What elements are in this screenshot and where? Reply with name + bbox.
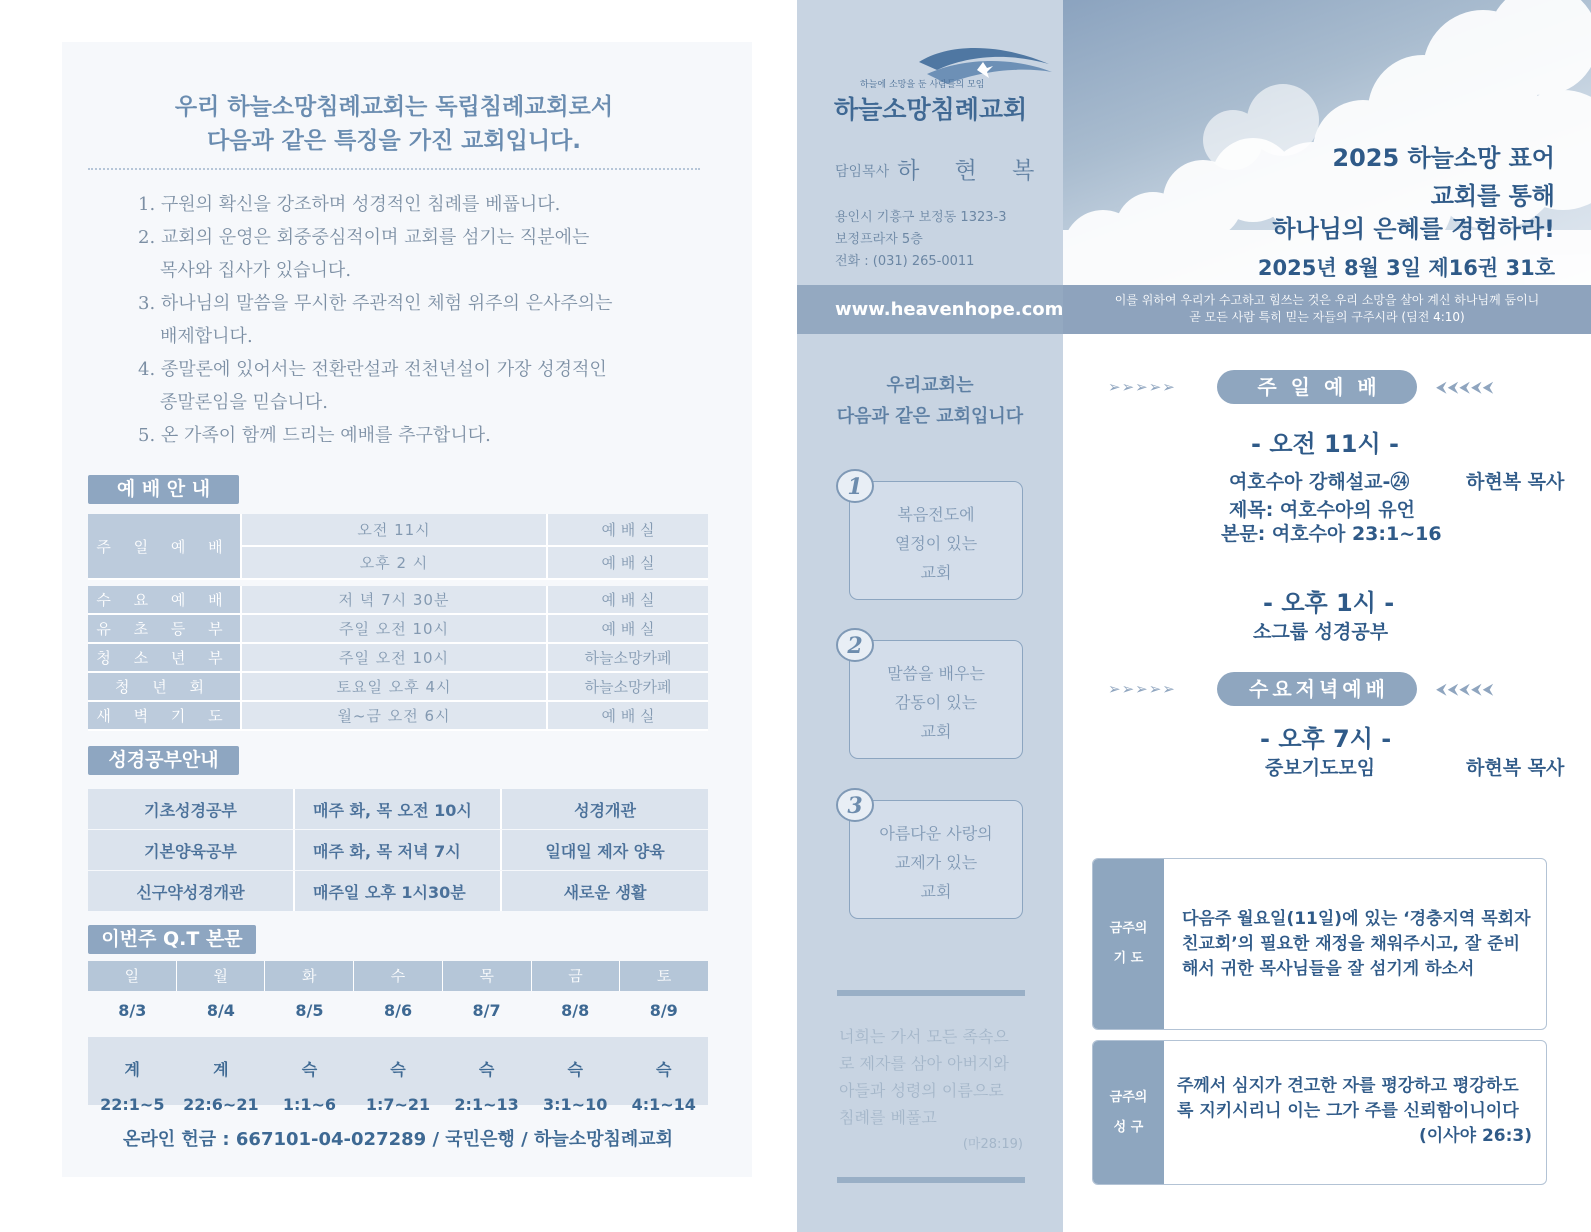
feature-item: 5. 온 가족이 함께 드리는 예배를 추구합니다. [138,425,491,446]
sermon-series: 여호수아 강해설교-㉔ [1229,471,1410,493]
table-row [88,586,708,615]
qt-date: 8/5 [295,1001,324,1020]
sermon-preacher: 하현복 목사 [1466,471,1565,493]
svg-text:2: 2 [847,633,863,659]
worship-name: 청 소 년 부 [88,644,242,673]
svg-text:3: 3 [847,793,863,819]
worship-place: 예 배 실 [548,586,708,615]
qt-ref: 슥 1:1~6 [282,1060,337,1114]
logo-tagline: 하늘에 소망을 둔 사람들의 모임 [860,80,985,90]
qt-ref: 슥 3:1~10 [543,1060,608,1114]
qt-date: 8/7 [472,1001,501,1020]
wednesday-time: - 오후 7시 - [1260,725,1392,753]
divider [837,990,1025,996]
sunday-worship-pill: 주일예배 [1217,370,1417,404]
divider [837,1177,1025,1183]
feature-list [138,188,728,452]
table-row [88,871,708,911]
wednesday-preacher: 하현복 목사 [1466,757,1565,779]
worship-name: 수 요 예 배 [88,586,242,615]
feature-item: 2. 교회의 운영은 회중중심적이며 교회를 섬기는 직분에는 목사와 집사가 있습니다. [138,227,590,281]
worship-heading: 예 배 안 내 [88,475,239,504]
study-table [88,789,708,912]
study-time: 매주 화, 목 오전 10시 [295,789,502,829]
qt-day: 월 [177,961,266,991]
prayer-label: 금주의 기 도 [1093,859,1164,1029]
svg-text:1: 1 [847,474,863,500]
pastor-line: 담임목사 하 현 복 [835,158,1049,184]
sermon-text: 본문: 여호수아 23:1~16 [1221,523,1442,545]
qt-ref: 계 22:6~21 [183,1060,259,1114]
qt-ref: 슥 4:1~14 [631,1060,696,1114]
prayer-box [1092,858,1547,1030]
church-name: 하늘소망침례교회 [834,95,1028,124]
feature-item: 4. 종말론에 있어서는 전환란설과 전천년설이 가장 성경적인 종말론임을 믿습니다. [138,359,607,413]
sermon-title: 제목: 여호수아의 유언 [1229,499,1416,521]
worship-name: 청 년 회 [88,673,242,702]
worship-time: 월~금 오전 6시 [242,702,548,731]
qt-dates-row [88,991,708,1031]
worship-place: 예 배 실 [548,615,708,644]
header-verse: 이를 위하여 우리가 수고하고 힘쓰는 것은 우리 소망을 살아 계신 하나님께 둠이니 곧 모든 사람 특히 믿는 자들의 구주시라 (딤전 4:10) [1063,285,1591,334]
qt-day: 금 [532,961,621,991]
we-are-heading: 우리교회는 다음과 같은 교회입니다 [836,375,1024,427]
arrows-right-icon: ➢➢➢➢➢ [1108,378,1176,396]
prayer-text: 다음주 월요일(11일)에 있는 ‘경충지역 목회자 친교회’의 필요한 재정을 채워주시고, 잘 준비 해서 귀한 목사님들을 잘 섬기게 하소서 [1182,909,1531,979]
qt-ref: 슥 1:7~21 [365,1060,431,1114]
table-row [88,615,708,644]
sky-image [1063,0,1591,285]
sunday-am-time: - 오전 11시 - [1251,430,1399,458]
worship-time: 오후 2 시 [242,547,548,580]
mission-verse-ref: (마28:19) [962,1137,1023,1152]
worship-name: 주 일 예 배 [88,514,242,580]
qt-ref: 계 22:1~5 [100,1060,165,1114]
weekly-verse-label: 금주의 성 구 [1093,1041,1164,1184]
qt-day: 화 [265,961,354,991]
intro-title-line: 우리 하늘소망침례교회는 독립침례교회로서 [174,94,614,120]
sunday-heading-row [1108,370,1540,404]
motto: 교회를 통해 하나님의 은혜를 경험하라! [1272,182,1555,243]
worship-place: 하늘소망카페 [548,673,708,702]
worship-place: 예 배 실 [548,702,708,731]
feature-box: 복음전도에 열정이 있는 교회 [849,481,1023,600]
qt-refs-row [88,1037,708,1114]
study-time: 매주 화, 목 저녁 7시 [295,830,502,870]
worship-time: 주일 오전 10시 [242,615,548,644]
qt-date: 8/8 [561,1001,590,1020]
study-name: 신구약성경개관 [88,871,295,911]
worship-place: 예 배 실 [548,547,708,580]
study-name: 기본양육공부 [88,830,295,870]
feature-item: 1. 구원의 확신을 강조하며 성경적인 침례를 베풉니다. [138,194,561,215]
right-panel [1063,0,1591,1232]
worship-place: 예 배 실 [548,514,708,547]
wednesday-worship-pill: 수요저녁예배 [1217,672,1417,706]
pastor-name: 하 현 복 [897,158,1049,184]
worship-time: 오전 11시 [242,514,548,547]
motto-year: 2025 하늘소망 표어 [1332,144,1555,172]
study-topic: 성경개관 [574,800,636,820]
number-badge-icon [835,466,875,506]
qt-day: 토 [656,967,672,985]
intro-title [88,90,700,158]
dotted-divider [88,168,700,170]
study-name: 기초성경공부 [88,789,295,829]
table-row [88,702,708,731]
online-giving: 온라인 헌금 : 667101-04-027289 / 국민은행 / 하늘소망침례교회 [122,1129,674,1150]
weekly-verse-ref: (이사야 26:3) [1418,1126,1532,1146]
study-topic: 일대일 제자 양육 [545,841,665,861]
qt-date: 8/4 [206,1001,235,1020]
intro-title-line: 다음과 같은 특징을 가진 교회입니다. [206,128,582,154]
issue-date: 2025년 8월 3일 제16권 31호 [1257,256,1555,280]
church-address: 용인시 기흥구 보정동 1323-3 보정프라자 5층 전화 : (031) 265-0011 [835,210,1007,269]
wednesday-heading-row [1108,672,1540,706]
worship-table [88,514,708,731]
worship-time: 토요일 오후 4시 [242,673,548,702]
qt-date: 8/6 [383,1001,413,1020]
worship-time: 저 녁 7시 30분 [242,586,548,615]
qt-day: 수 [354,961,443,991]
qt-ref: 슥 2:1~13 [454,1060,519,1114]
qt-day: 목 [443,961,532,991]
feature-box: 아름다운 사랑의 교제가 있는 교회 [849,800,1023,919]
feature-item: 3. 하나님의 말씀을 무시한 주관적인 체험 위주의 은사주의는 배제합니다. [138,293,613,347]
qt-heading: 이번주 Q.T 본문 [88,925,256,954]
middle-column [797,0,1063,1232]
website-link[interactable]: www.heavenhope.com [797,285,1063,334]
table-row [88,514,708,547]
number-badge-icon [835,785,875,825]
wednesday-desc: 중보기도모임 [1265,757,1376,779]
qt-date: 8/3 [118,1001,147,1020]
study-topic: 새로운 생활 [563,882,647,902]
worship-time: 주일 오전 10시 [242,644,548,673]
worship-name: 유 초 등 부 [88,615,242,644]
table-row [88,673,708,702]
study-time: 매주일 오후 1시30분 [295,871,502,911]
feature-box: 말씀을 배우는 감동이 있는 교회 [849,640,1023,759]
weekly-verse-box [1092,1040,1547,1185]
qt-date: 8/9 [649,1001,678,1020]
arrows-right-icon: ➢➢➢➢➢ [1108,680,1176,698]
table-row [88,830,708,870]
worship-place: 하늘소망카페 [548,644,708,673]
arrows-left-icon: ⮜⮜⮜⮜⮜ [1436,680,1495,698]
left-panel [0,0,795,1232]
mission-verse: 너희는 가서 모든 족속으 로 제자를 삼아 아버지와 아들과 성령의 이름으로 침례를 베풀고 [839,1027,1009,1127]
weekly-verse-text: 주께서 심지가 견고한 자를 평강하고 평강하도 록 지키시리니 이는 그가 주를 신뢰함이니이다 (이사야 26:3) [1177,1074,1532,1149]
sunday-pm-time: - 오후 1시 - [1263,589,1395,617]
table-row [88,789,708,829]
qt-days-row [88,961,708,991]
worship-name: 새 벽 기 도 [88,702,242,731]
sunday-pm-desc: 소그룹 성경공부 [1253,621,1389,643]
qt-table [88,961,708,1114]
qt-day: 일 [88,961,177,991]
number-badge-icon [835,625,875,665]
table-row [88,644,708,673]
study-heading: 성경공부안내 [88,746,239,775]
arrows-left-icon: ⮜⮜⮜⮜⮜ [1436,378,1495,396]
